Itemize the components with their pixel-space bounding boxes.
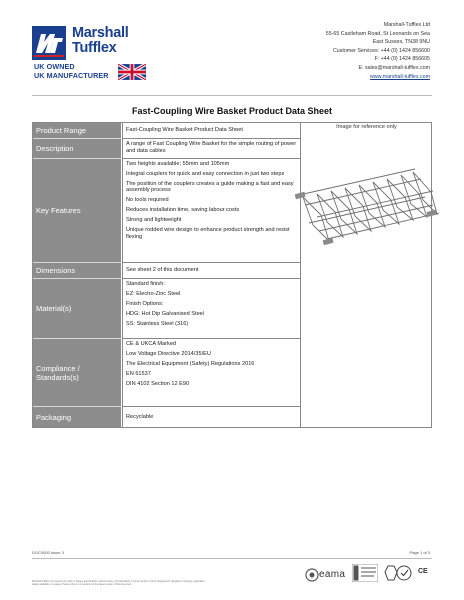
value-line: CE & UKCA Marked [126,341,177,347]
bsi-kitemark-icon [384,563,414,583]
eama-mark-icon [305,568,319,582]
brand-line-1: Marshall [72,25,129,41]
value-line: EN 61537 [126,370,151,377]
ce-mark: CE [418,568,428,575]
tagline-line-1: UK OWNED [34,62,75,71]
value-line: No tools required [126,197,169,204]
page-number: Page 1 of 3 [409,550,430,555]
row-label: Dimensions [33,263,121,279]
value-line: A range of Fast Coupling Wire Basket for the simple routing of power and data cables [126,141,297,154]
address-line: East Sussex, TN38 9NU [372,39,430,46]
footer-divider [32,558,432,559]
value-line: Standard finish: [126,281,165,287]
value-line: The position of the couplers creates a guide making a fast and easy assembly process [126,180,294,194]
website-link[interactable]: www.marshall-tufflex.com [370,73,430,80]
row-value [122,159,301,263]
value-line: Low Voltage Directive 2014/35/EU [126,350,211,357]
tagline-line-2: UK MANUFACTURER [34,70,109,80]
row-value [122,139,301,159]
value-line: Recyclable [126,413,154,420]
brand-tagline [34,63,109,80]
eama-logo [305,566,345,584]
electrical-register-logo-icon [352,564,378,582]
value-line: Strong and lightweight [126,217,182,224]
wire-basket-image [293,165,439,261]
value-line: Integral couplers for quick and easy connection in just two steps [126,170,285,177]
image-note: Image for reference only [336,124,397,130]
value-line: Finish Options: [126,300,164,307]
row-label: Product Range [33,123,121,139]
address-line: F: +44 (0) 1424 856605 [374,56,430,63]
value-line: See sheet 2 of this document [126,267,199,274]
row-label: Key Features [33,159,121,263]
product-image-cell [301,123,432,427]
address-line: E: sales@marshall-tufflex.com [358,64,430,71]
row-value [122,339,301,407]
value-line: Fast-Coupling Wire Basket Product Data Sheet [126,127,243,134]
value-line: The Electrical Equipment (Safety) Regulations 2016 [126,360,255,367]
value-line: Reduces installation time, saving labour costs [126,207,240,214]
value-line: EZ: Electro-Zinc Steel [126,290,181,297]
company-address [326,21,430,81]
value-line: SS: Stainless Steel (316) [126,320,189,327]
address-line: Marshall-Tufflex Ltd [383,22,430,28]
brand-name [72,26,128,56]
address-line: Customer Services: +44 (0) 1424 856600 [332,47,430,54]
address-line: 55-65 Castleham Road, St Leonards on Sea [325,30,430,37]
row-value [122,123,301,139]
brand-logo [32,22,152,80]
eama-text: eama [319,569,346,580]
row-label: Material(s) [33,279,121,339]
document-reference: DOC0000 Issue 3 [32,550,64,555]
header-divider [32,95,432,96]
row-label: Compliance / Standards(s) [33,339,121,407]
row-label: Packaging [33,407,121,427]
value-line: Unique rodded wire design to enhance product strength and resist flexing [126,226,290,240]
document-title: Fast-Coupling Wire Basket Product Data Sheet [132,106,332,116]
row-value [122,407,301,427]
logo-mark-icon [32,26,66,60]
value-line: Two heights available; 55mm and 105mm [126,161,230,167]
row-value [122,279,301,339]
footer-fine-print: Marshall-Tufflex Ltd reserves the right to change specifications without notice. All information is correct at time of print. Registered in England. Company registration details available on request. Please refer to our website for the latest version of this document. [32,580,205,586]
value-line: DIN 4102 Section 12 E90 [126,380,190,387]
row-label: Description [33,139,121,159]
value-line: HDG: Hot Dip Galvanised Steel [126,310,205,317]
union-jack-icon [118,64,146,80]
product-data-table [32,122,432,428]
brand-line-2: Tufflex [72,40,117,56]
row-value [122,263,301,279]
